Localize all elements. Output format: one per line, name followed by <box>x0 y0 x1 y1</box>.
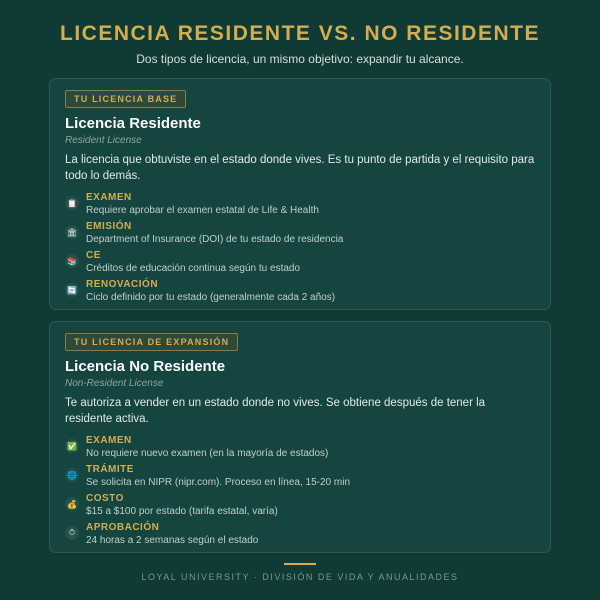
nonresident-item-process <box>65 464 535 493</box>
page-title: LICENCIA RESIDENTE VS. NO RESIDENTE <box>60 22 540 45</box>
resident-item-issuance <box>65 221 535 250</box>
item-label: EXAMEN <box>86 192 132 203</box>
resident-description: La licencia que obtuviste en el estado donde vives. Es tu punto de partida y el requisito para todo lo demás. <box>65 154 535 182</box>
item-value: Department of Insurance (DOI) de tu estado de residencia <box>86 234 344 245</box>
item-value: Se solicita en NIPR (nipr.com). Proceso en línea, 15-20 min <box>86 477 351 488</box>
item-value: Requiere aprobar el examen estatal de Life & Health <box>86 205 319 216</box>
globe-icon: 🌐 <box>65 468 79 482</box>
nonresident-item-cost <box>65 493 535 522</box>
renew-icon: 🔄 <box>65 283 79 297</box>
nonresident-description: Te autoriza a vender en un estado donde no vives. Se obtiene después de tener la residente activa. <box>65 397 486 425</box>
clipboard-icon: 📋 <box>65 196 79 210</box>
resident-item-exam <box>65 192 535 221</box>
footer-divider <box>284 563 316 565</box>
item-label: CE <box>86 250 101 261</box>
resident-subtitle: Resident License <box>65 135 142 146</box>
item-label: EMISIÓN <box>86 221 132 232</box>
item-label: TRÁMITE <box>86 464 134 475</box>
checkmark-icon: ✅ <box>65 439 79 453</box>
resident-badge: TU LICENCIA BASE <box>65 90 186 108</box>
item-value: Créditos de educación continua según tu estado <box>86 263 301 274</box>
stopwatch-icon: ⏱ <box>65 526 79 540</box>
nonresident-license-card <box>49 321 551 553</box>
item-label: APROBACIÓN <box>86 522 160 533</box>
item-value: $15 a $100 por estado (tarifa estatal, varía) <box>86 506 278 517</box>
books-icon: 📚 <box>65 254 79 268</box>
item-label: COSTO <box>86 493 124 504</box>
money-bag-icon: 💰 <box>65 497 79 511</box>
nonresident-items <box>65 435 535 551</box>
nonresident-item-approval <box>65 522 535 551</box>
resident-title: Licencia Residente <box>65 115 201 132</box>
resident-license-card <box>49 78 551 310</box>
item-label: EXAMEN <box>86 435 132 446</box>
nonresident-item-exam <box>65 435 535 464</box>
footer-text: LOYAL UNIVERSITY · DIVISIÓN DE VIDA Y ANUALIDADES <box>141 572 459 582</box>
item-value: 24 horas a 2 semanas según el estado <box>86 535 259 546</box>
page-subtitle: Dos tipos de licencia, un mismo objetivo: expandir tu alcance. <box>136 52 464 66</box>
resident-item-renewal <box>65 279 535 308</box>
bank-icon: 🏛 <box>65 225 79 239</box>
resident-items <box>65 192 535 308</box>
nonresident-title: Licencia No Residente <box>65 358 226 375</box>
nonresident-subtitle: Non-Resident License <box>65 378 164 389</box>
item-value: Ciclo definido por tu estado (generalmente cada 2 años) <box>86 292 336 303</box>
resident-item-ce <box>65 250 535 279</box>
item-label: RENOVACIÓN <box>86 279 159 290</box>
item-value: No requiere nuevo examen (en la mayoría de estados) <box>86 448 329 459</box>
nonresident-badge: TU LICENCIA DE EXPANSIÓN <box>65 333 238 351</box>
